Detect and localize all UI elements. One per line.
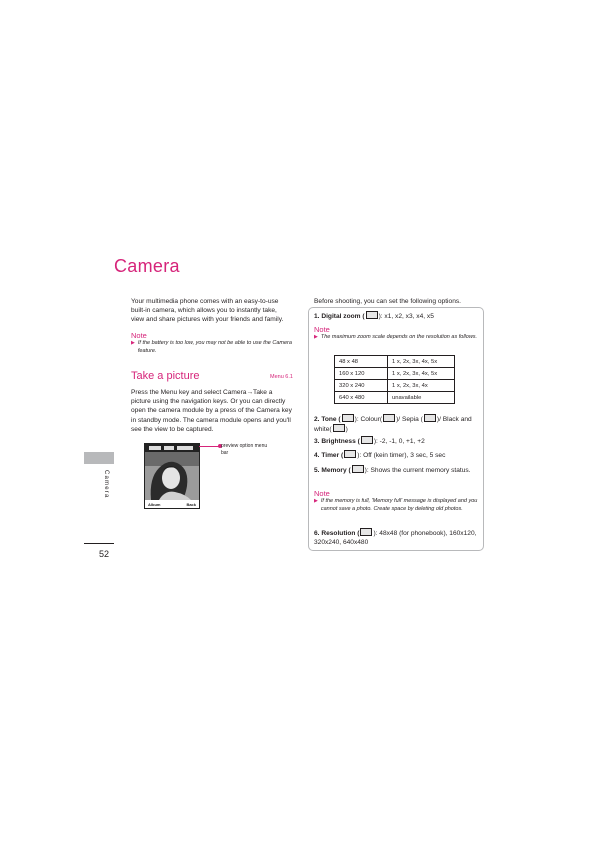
- preview-photo: [145, 452, 199, 500]
- callout-line: [199, 446, 219, 447]
- option-label: 1. Digital zoom (: [314, 313, 365, 320]
- option-value: ): 48x48 (for phonebook), 160x120, 320x240, 640x480: [314, 530, 477, 547]
- brightness-icon: [361, 436, 373, 444]
- option-value: )/ Sepia (: [396, 416, 423, 423]
- table-cell: 1 x, 2x, 3x, 4x: [388, 380, 455, 392]
- note-heading: Note: [314, 325, 330, 334]
- soft-key-bar: [145, 500, 199, 508]
- soft-key-album[interactable]: Album: [148, 502, 161, 507]
- option-digital-zoom: [314, 311, 434, 321]
- triangle-bullet-icon: ▶: [314, 334, 318, 340]
- menu-bar-icon: [177, 446, 193, 450]
- option-value: ): [345, 426, 348, 434]
- page-number: 52: [99, 549, 110, 559]
- memory-icon: [352, 465, 364, 473]
- menu-bar-icon: [164, 446, 174, 450]
- option-label: 6. Resolution (: [314, 530, 360, 537]
- triangle-bullet-icon: ▶: [131, 340, 135, 346]
- note-text: If the battery is too low, you may not be able to use the Camera feature.: [137, 340, 292, 354]
- note-heading: Note: [131, 331, 147, 340]
- table-row: [335, 392, 455, 404]
- chapter-side-label: Camera: [103, 470, 109, 499]
- option-label: 3. Brightness (: [314, 438, 360, 445]
- menu-bar-icon: [149, 446, 161, 450]
- option-label: 5. Memory (: [314, 467, 351, 474]
- note-item: [314, 498, 480, 513]
- note-item: [314, 334, 478, 342]
- option-value: )/ Black and white(: [314, 416, 472, 434]
- option-value: ): Shows the current memory status.: [364, 467, 471, 474]
- table-row: [335, 368, 455, 380]
- soft-key-back[interactable]: Back: [186, 502, 196, 507]
- resolution-icon: [360, 528, 372, 536]
- option-brightness: [314, 436, 425, 446]
- note-item: [131, 340, 301, 355]
- options-intro: Before shooting, you can set the following options.: [314, 298, 461, 305]
- menu-reference: Menu 6.1: [270, 374, 293, 380]
- option-value: ): -2, -1, 0, +1, +2: [373, 438, 425, 445]
- option-tone: [314, 414, 482, 434]
- option-resolution: [314, 528, 482, 547]
- page-title: Camera: [114, 256, 180, 276]
- option-value: ): Colour(: [354, 416, 383, 423]
- option-label: 2. Tone (: [314, 416, 341, 423]
- preview-callout-label: preview option menu bar: [221, 443, 268, 456]
- table-cell: 48 x 48: [335, 356, 388, 368]
- preview-option-menu-bar: [145, 444, 199, 452]
- note-text: If the memory is full, 'Memory full' message is displayed and you cannot save a photo. Create space by deleting old photos.: [320, 498, 478, 512]
- note-text: The maximum zoom scale depends on the resolution as follows.: [320, 334, 478, 340]
- table-cell: 640 x 480: [335, 392, 388, 404]
- take-picture-paragraph: Press the Menu key and select Camera→Take a picture using the navigation keys. Or you can directly open the camera module by a press of the Camera key in standby mode. The camera module opens and you'll see the view to be captured.: [131, 389, 292, 433]
- chapter-tab: [84, 452, 114, 464]
- triangle-bullet-icon: ▶: [314, 498, 318, 504]
- phone-preview-screen: [144, 443, 200, 509]
- zoom-scale-table: [334, 355, 455, 404]
- option-value: ): Off (kein timer), 3 sec, 5 sec: [357, 452, 446, 459]
- zoom-note: [314, 325, 478, 342]
- table-cell: 320 x 240: [335, 380, 388, 392]
- note-heading: Note: [314, 489, 330, 498]
- section-heading-take-picture: Take a picture: [131, 370, 200, 382]
- sepia-icon: [424, 414, 436, 422]
- table-cell: 1 x, 2x, 3x, 4x, 5x: [388, 356, 455, 368]
- black-white-icon: [333, 424, 345, 432]
- page-number-rule: [84, 543, 114, 544]
- table-row: [335, 380, 455, 392]
- table-row: [335, 356, 455, 368]
- zoom-icon: [366, 311, 378, 319]
- colour-icon: [383, 414, 395, 422]
- memory-note: [314, 489, 480, 513]
- option-label: 4. Timer (: [314, 452, 344, 459]
- table-cell: unavailable: [388, 392, 455, 404]
- option-memory: [314, 465, 479, 475]
- table-cell: 1 x, 2x, 3x, 4x, 5x: [388, 368, 455, 380]
- option-value: ): x1, x2, x3, x4, x5: [378, 313, 434, 320]
- intro-paragraph: Your multimedia phone comes with an easy-to-use built-in camera, which allows you to instantly take, view and share pictures with your friends and family.: [131, 298, 284, 324]
- option-timer: [314, 450, 445, 460]
- timer-icon: [344, 450, 356, 458]
- tone-icon: [342, 414, 354, 422]
- table-cell: 160 x 120: [335, 368, 388, 380]
- battery-note: [131, 331, 301, 355]
